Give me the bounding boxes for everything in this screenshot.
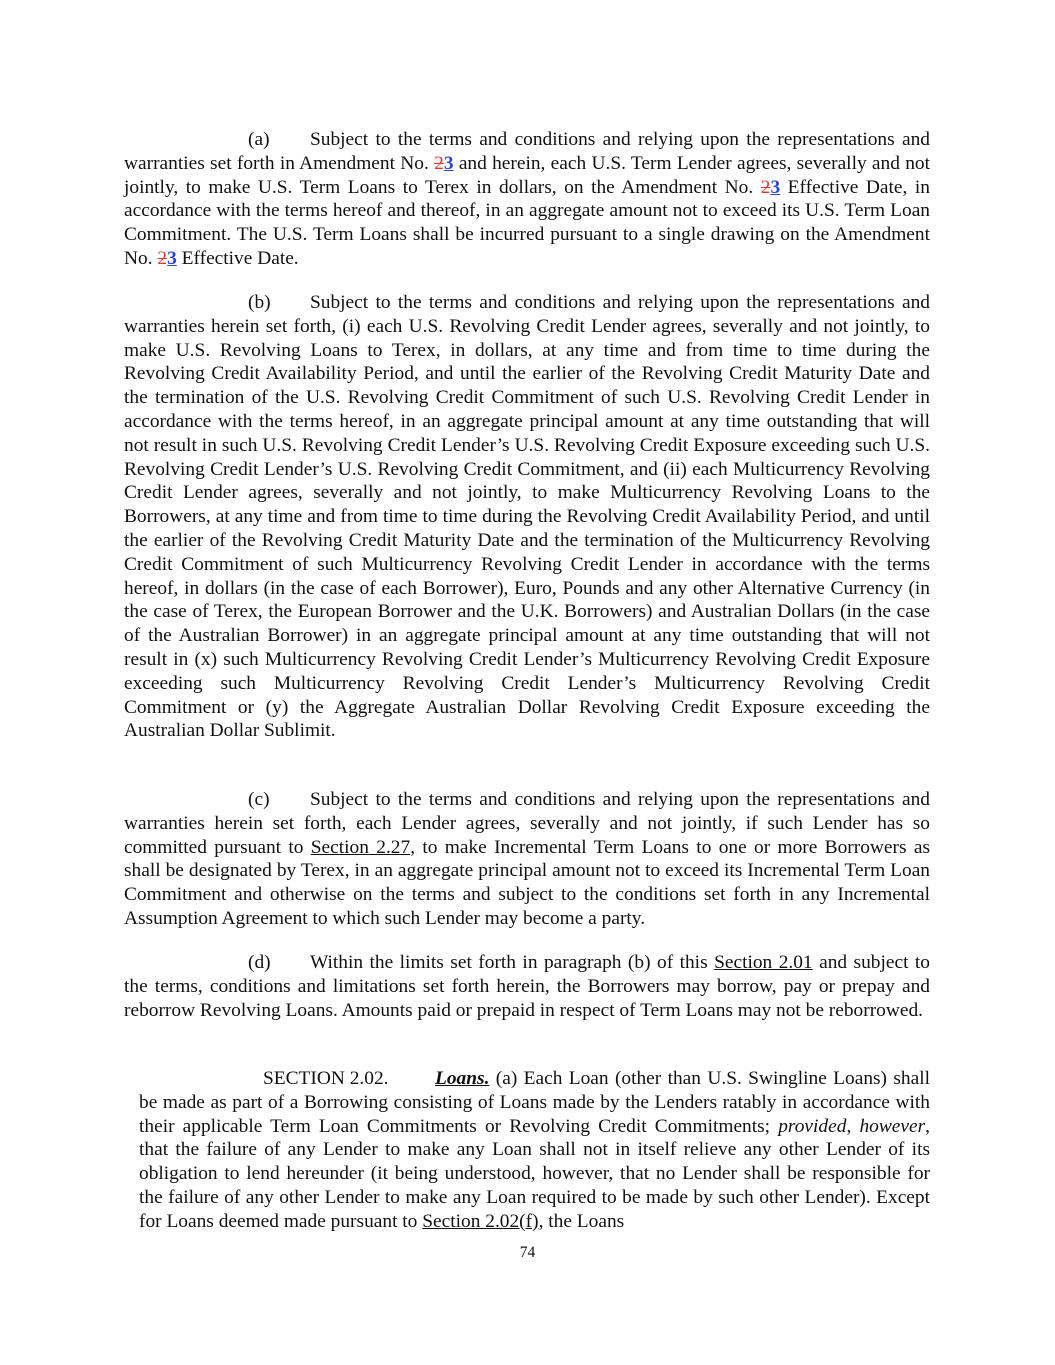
- paragraph-b-label: (b): [248, 292, 271, 313]
- paragraph-a-text: and herein, each U.S. Term Lender agrees, severally and not jointly, to make U.S. Term Loans to Terex in dollars, on the Amendment No.: [124, 152, 930, 198]
- section-number: SECTION 2.02.: [263, 1068, 389, 1089]
- section-2-01-reference[interactable]: Section 2.01: [714, 952, 813, 973]
- however-term: however: [859, 1115, 926, 1137]
- section-2-27-reference[interactable]: Section 2.27: [310, 836, 411, 858]
- paragraph-d: [124, 951, 930, 1022]
- deleted-text: 2: [434, 152, 444, 174]
- paragraph-a-text: Subject to the terms and conditions and relying upon the representations and warranties set forth in Amendment No.: [124, 129, 930, 174]
- paragraph-d-text: Within the limits set forth in paragraph (b) of this: [310, 952, 715, 973]
- section-2-02: [139, 1067, 930, 1234]
- paragraph-d-label: (d): [248, 952, 271, 973]
- paragraph-b-text: Subject to the terms and conditions and relying upon the representations and warranties herein set forth, (i) each U.S. Revolving Credit Lender agrees, severally and not jointly, to make U.S. Revolving Loans to Terex, in dollars, at any time and from time to time during the Revolving Credit Availability Period, and until the earlier of the Revolving Credit Maturity Date and the termination of the U.S. Revolving Credit Commitment of such U.S. Revolving Credit Lender in accordance with the terms hereof, in an aggregate principal amount at any time outstanding that will not result in such U.S. Revolving Credit Lender’s U.S. Revolving Credit Exposure exceeding such U.S. Revolving Credit Lender’s U.S. Revolving Credit Commitment, and (ii) each Multicurrency Revolving Credit Lender agrees, severally and not jointly, to make Multicurrency Revolving Loans to the Borrowers, at any time and from time to time during the Revolving Credit Availability Period, and until the earlier of the Revolving Credit Maturity Date and the termination of the Multicurrency Revolving Credit Commitment of such Multicurrency Revolving Credit Lender in accordance with the terms hereof, in dollars (in the case of each Borrower), Euro, Pounds and any other Alternative Currency (in the case of Terex, the European Borrower and the U.K. Borrowers) and Australian Dollars (in the case of the Australian Borrower) in an aggregate principal amount at any time outstanding that will not result in (x) such Multicurrency Revolving Credit Lender’s Multicurrency Revolving Credit Exposure exceeding such Multicurrency Revolving Credit Lender’s Multicurrency Revolving Credit Commitment or (y) the Aggregate Australian Dollar Revolving Credit Exposure exceeding the Australian Dollar Sublimit.: [124, 292, 930, 742]
- inserted-text: 3: [443, 152, 454, 174]
- paragraph-a: [124, 128, 930, 271]
- inserted-text: 3: [770, 176, 781, 198]
- deleted-text: 2: [157, 247, 168, 269]
- section-text: , the Loans: [538, 1210, 625, 1232]
- section-text: ,: [846, 1115, 860, 1137]
- deleted-text: 2: [760, 176, 771, 198]
- paragraph-d-text: and subject to the terms, conditions and limitations set forth herein, the Borrowers may borrow, pay or prepay and reborrow Revolving Loans. Amounts paid or prepaid in respect of Term Loans may not be reborrowed.: [124, 952, 930, 1021]
- paragraph-a-text: Effective Date.: [176, 247, 299, 269]
- section-title: Loans.: [435, 1068, 490, 1089]
- provided-term: provided: [778, 1115, 847, 1137]
- paragraph-c: [124, 788, 930, 931]
- paragraph-c-text: Subject to the terms and conditions and relying upon the representations and warranties herein set forth, each Lender agrees, severally and not jointly, if such Lender has so committed pursuant to: [124, 789, 930, 858]
- section-text: , that the failure of any Lender to make any Loan shall not in itself relieve any other Lender of its obligation to lend hereunder (it being understood, however, that no Lender shall be responsible for the failure of any other Lender to make any Loan required to be made by such other Lender). Except for Loans deemed made pursuant to: [139, 1115, 930, 1232]
- paragraph-a-text: Effective Date, in accordance with the terms hereof and thereof, in an aggregate amount not to exceed its U.S. Term Loan Commitment. The U.S. Term Loans shall be incurred pursuant to a single drawing on the Amendment No.: [124, 176, 930, 269]
- section-2-02f-reference[interactable]: Section 2.02(f): [422, 1210, 539, 1232]
- page-number: 74: [519, 1244, 536, 1261]
- paragraph-a-label: (a): [248, 129, 270, 150]
- paragraph-c-label: (c): [248, 789, 270, 810]
- inserted-text: 3: [167, 247, 177, 269]
- paragraph-b: [124, 291, 930, 743]
- paragraph-c-text: , to make Incremental Term Loans to one or more Borrowers as shall be designated by Terex, in an aggregate principal amount not to exceed its Incremental Term Loan Commitment and otherwise on the terms and subject to the conditions set forth in any Incremental Assumption Agreement to which such Lender may become a party.: [124, 836, 930, 929]
- section-text: (a) Each Loan (other than U.S. Swingline Loans) shall be made as part of a Borrowing consisting of Loans made by the Lenders ratably in accordance with their applicable Term Loan Commitments or Revolving Credit Commitments;: [139, 1068, 930, 1137]
